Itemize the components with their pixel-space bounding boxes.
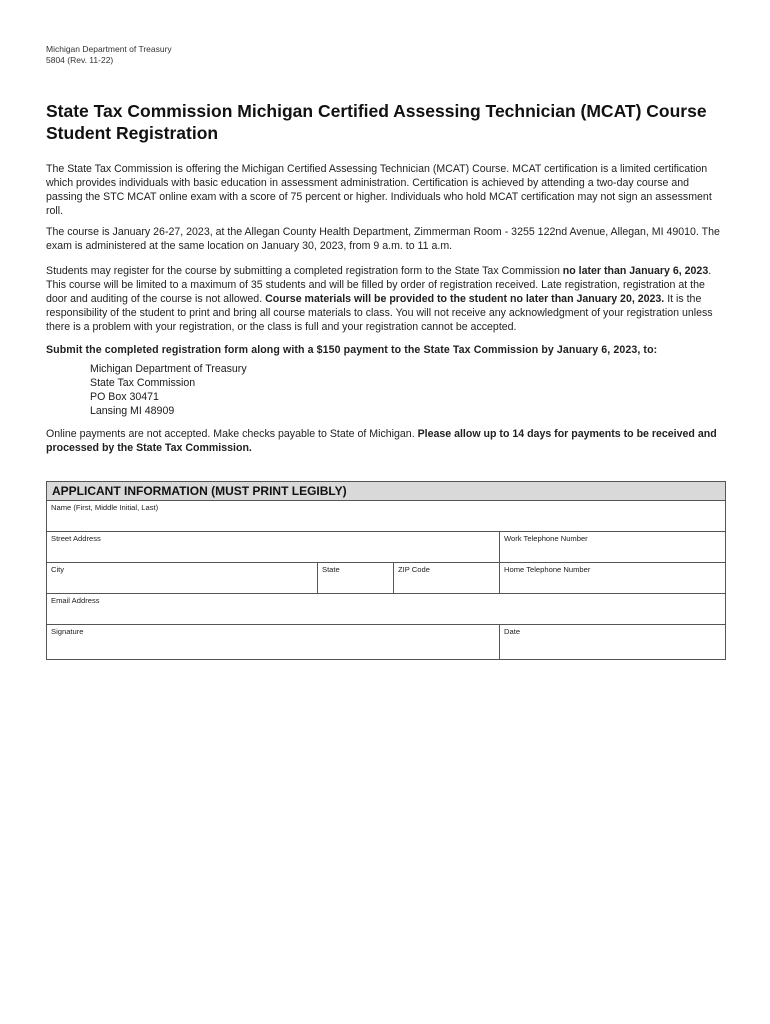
city-field[interactable] xyxy=(47,563,318,593)
address-line-2: State Tax Commission xyxy=(90,376,196,389)
city-row xyxy=(47,563,725,594)
materials-date: Course materials will be provided to the student no later than January 20, 2023. xyxy=(265,293,665,306)
payment-paragraph: Online payments are not accepted. Make checks payable to State of Michigan. Please allow up to 14 days for payments to be received and processed by the State Tax Commission. xyxy=(46,427,717,454)
address-line-3: PO Box 30471 xyxy=(90,390,159,403)
zip-code-field[interactable] xyxy=(394,563,500,593)
form-number: 5804 (Rev. 11-22) xyxy=(46,55,114,65)
signature-label: Signature xyxy=(51,627,84,636)
state-field[interactable] xyxy=(318,563,394,593)
date-field[interactable] xyxy=(500,625,725,659)
email-row xyxy=(47,594,725,625)
name-row xyxy=(47,501,725,532)
email-field[interactable] xyxy=(47,594,725,624)
home-phone-field[interactable] xyxy=(500,563,725,593)
date-label: Date xyxy=(504,627,521,636)
street-row xyxy=(47,532,725,563)
mailing-address xyxy=(90,362,726,418)
work-phone-field[interactable] xyxy=(500,532,725,562)
name-label: Name (First, Middle Initial, Last) xyxy=(51,503,159,512)
registration-paragraph: Students may register for the course by submitting a completed registration form to the State Tax Commission no later than January 6, 2023. This course will be limited to a maximum of 35 students and will be filled by order of registration received. Late registration, registration at the door and auditing of the course is not allowed. Course materials will be provided to the student no later than January 20, 2023. It is the responsibility of the student to print and bring all course materials to class. You will not receive any acknowledgment of your registration unless there is a problem with your registration, or the class is full and your registration cannot be accepted. xyxy=(46,265,713,334)
page-title: State Tax Commission Michigan Certified Assessing Technician (MCAT) Course Student Registration xyxy=(46,101,707,143)
form-header: APPLICANT INFORMATION (MUST PRINT LEGIBLY) xyxy=(47,482,725,501)
zip-code-label: ZIP Code xyxy=(398,565,430,574)
submit-instruction: Submit the completed registration form along with a $150 payment to the State Tax Commission by January 6, 2023, to: xyxy=(46,343,658,356)
applicant-information-form xyxy=(46,481,726,660)
payment-processing-note: Please allow up to 14 days for payments to be received and processed by the State Tax Commission. xyxy=(46,427,717,454)
state-label: State xyxy=(322,565,340,574)
document-page xyxy=(46,44,726,456)
street-address-label: Street Address xyxy=(51,534,101,543)
email-label: Email Address xyxy=(51,596,100,605)
signature-field[interactable] xyxy=(47,625,500,659)
intro-paragraph: The State Tax Commission is offering the Michigan Certified Assessing Technician (MCAT) Course. MCAT certification is a limited certification which provides individuals with basic education in assessment administration. Certification is achieved by attending a two-day course and passing the STC MCAT online exam with a score of 75 percent or higher. Individuals who hold MCAT certification may not sign an assessment roll. xyxy=(46,163,712,217)
work-phone-label: Work Telephone Number xyxy=(504,534,588,543)
address-line-1: Michigan Department of Treasury xyxy=(90,362,247,375)
signature-row xyxy=(47,625,725,659)
address-line-4: Lansing MI 48909 xyxy=(90,404,175,417)
department-name: Michigan Department of Treasury xyxy=(46,44,172,54)
course-info-paragraph: The course is January 26-27, 2023, at the Allegan County Health Department, Zimmerman Room - 3255 122nd Avenue, Allegan, MI 49010. The exam is administered at the same location on January 30, 2023, from 9 a.m. to 11 a.m. xyxy=(46,225,720,252)
city-label: City xyxy=(51,565,65,574)
street-address-field[interactable] xyxy=(47,532,500,562)
home-phone-label: Home Telephone Number xyxy=(504,565,591,574)
registration-deadline: no later than January 6, 2023 xyxy=(562,265,709,278)
name-field[interactable] xyxy=(47,501,725,531)
